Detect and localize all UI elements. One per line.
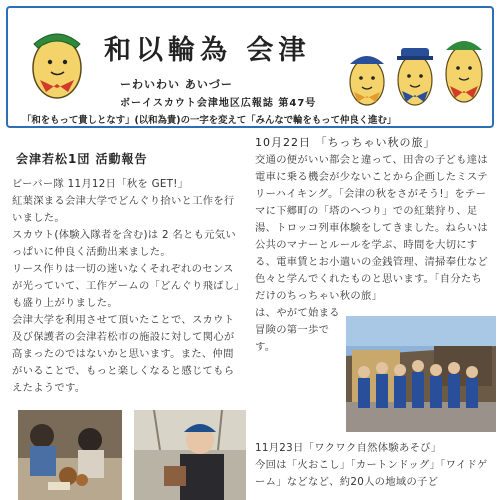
report-paragraph: ビーバー隊 11月12日「秋を GET!」 [12,178,189,190]
section-title: 10月22日 「ちっちゃい秋の旅」 [255,136,436,149]
group-photo [346,316,496,432]
report-paragraph: 紅葉深まる会津大学でどんぐり拾いと工作を行いました。 [12,195,235,224]
report-paragraph: 会津大学を利用させて頂いたことで、スカウト及び保護者の会津若松市の施設に対して関心が高まったのではないかと思います。また、仲間がいることで、もっと楽しくなると感じてもらえたようです。 [12,314,235,394]
scout-mascot-icon [440,26,488,106]
report-paragraph: 今回は「火おこし」「カートンドッグ」「ワイドゲーム」などなど、約20人の地域の子ど [255,459,488,488]
section-title: 会津若松1団 活動報告 [16,152,148,166]
scout-mascot-icon [392,36,438,108]
newsletter-title: 和以輪為 会津 [104,35,311,66]
scout-mascot-icon [22,22,92,100]
crafting-photo [18,410,122,500]
section-title: 11月23日「ワクワク自然体験あそび」 [255,442,442,454]
report-paragraph: は、やがて始まる冒険の第一歩です。 [255,307,340,353]
report-paragraph: 交通の便がいい都会と違って、田舎の子ども達は電車に乗る機会が少ないことから企画したミステリーハイキング。「会津の秋をさがそう!」をテーマに下郷町の「塔のへつり」での紅葉狩り、足湯、トロッコ列車体験をしてきました。ねらいは公共のマナーとルールを学ぶ、時間を大切にする、電車賃とお小遣いの金銭管理、清掃奉仕など色々と学んでくれたものと思います。「自分たちだけのちっちゃい秋の旅」 [255,154,489,302]
scout-mascot-icon [344,42,390,108]
left-column [6,150,244,397]
right-column-lower [255,440,495,491]
newsletter-header [6,6,494,128]
newsletter-subtitle: ーわいわい あいづー [120,78,233,91]
report-paragraph: リース作りは一切の迷いなくそれぞれのセンスが光っていて、工作ゲームの「どんぐり飛ばし」も盛り上がりました。 [12,263,240,309]
report-paragraph: スカウト(体験入隊者を含む)は 2 名とも元気いっぱいに仲良く活動出来ました。 [12,229,236,258]
scout-photo [134,410,246,500]
issue-label: ボーイスカウト会津地区広報誌 第47号 [120,98,317,109]
newsletter-motto: 「和をもって貴しとなす」(以和為貴)の一字を変えて「みんなで輪をもって仲良く進む」 [22,115,397,126]
